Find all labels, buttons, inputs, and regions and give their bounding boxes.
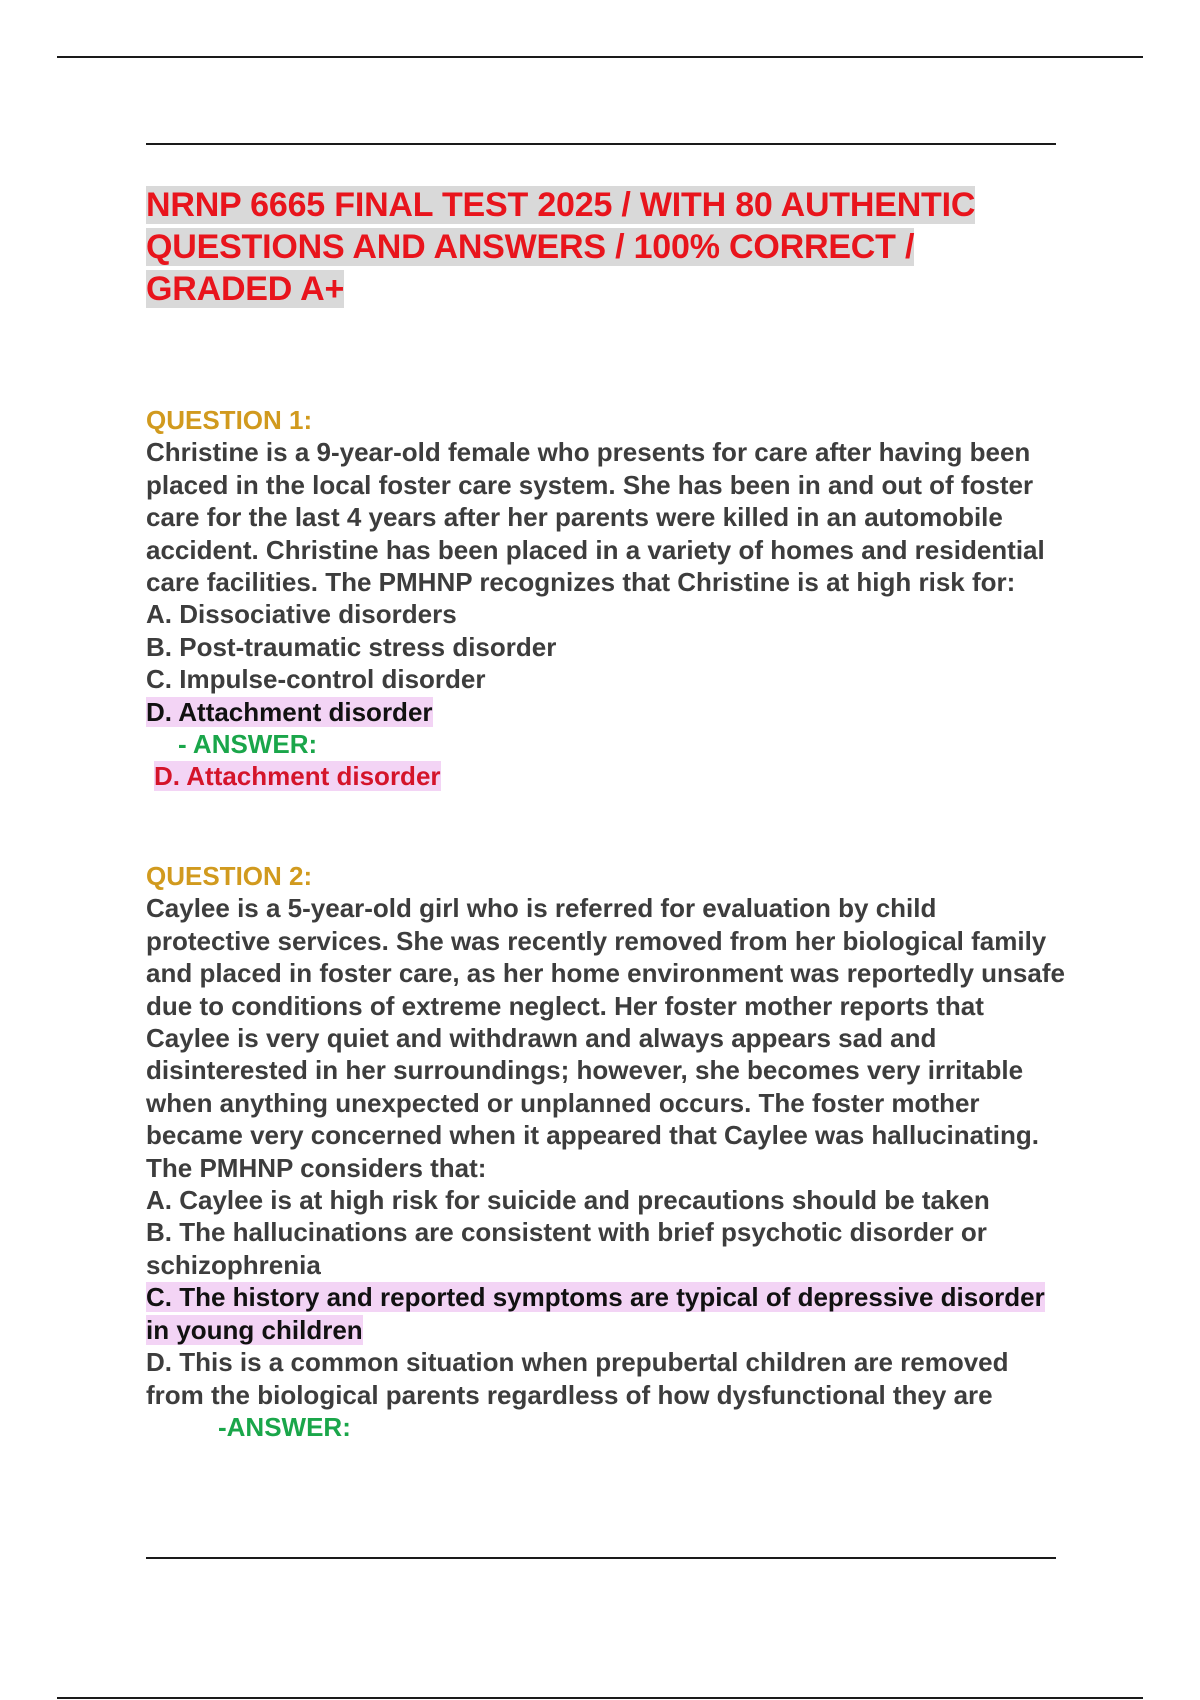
question-block-2 — [146, 860, 1066, 1443]
option-a: A. Caylee is at high risk for suicide and precautions should be taken — [146, 1185, 990, 1216]
page-bottom-rule — [57, 1697, 1143, 1699]
question-label: QUESTION 1: — [146, 405, 313, 435]
title-line-3: GRADED A+ — [146, 270, 345, 308]
document-title — [146, 184, 1066, 310]
option-d: D. This is a common situation when prepubertal children are removed from the biological parents regardless of how dysfunctional they are — [146, 1347, 1009, 1410]
option-c-correct — [146, 1281, 1066, 1346]
option-b: B. The hallucinations are consistent with brief psychotic disorder or schizophrenia — [146, 1217, 987, 1280]
option-d-correct — [146, 696, 1066, 728]
option-d-text: D. Attachment disorder — [146, 696, 433, 727]
option-b: B. Post-traumatic stress disorder — [146, 631, 557, 662]
answer-value — [146, 760, 1066, 792]
option-c: C. Impulse-control disorder — [146, 664, 486, 695]
answer-value-text: D. Attachment disorder — [154, 761, 441, 792]
title-line-1: NRNP 6665 FINAL TEST 2025 / WITH 80 AUTHENTIC — [146, 186, 976, 224]
page-top-rule — [57, 56, 1143, 58]
answer-label: -ANSWER: — [218, 1411, 351, 1442]
option-c-text: C. The history and reported symptoms are typical of depressive disorder in young children — [146, 1282, 1045, 1345]
content-top-rule — [146, 143, 1056, 145]
question-label: QUESTION 2: — [146, 861, 313, 891]
content-bottom-rule — [146, 1557, 1056, 1559]
question-text: Caylee is a 5-year-old girl who is referred for evaluation by child protective services. She was recently removed from her biological family and placed in foster care, as her home environment was reportedly unsafe due to conditions of extreme neglect. Her foster mother reports that Caylee is very quiet and withdrawn and always appears sad and disinterested in her surroundings; however, she becomes very irritable when anything unexpected or unplanned occurs. The foster mother became very concerned when it appeared that Caylee was hallucinating. The PMHNP considers that: — [146, 893, 1065, 1183]
question-text: Christine is a 9-year-old female who presents for care after having been placed in the local foster care system. She has been in and out of foster care for the last 4 years after her parents were killed in an automobile accident. Christine has been placed in a variety of homes and residential care facilities. The PMHNP recognizes that Christine is at high risk for: — [146, 437, 1045, 598]
title-line-2: QUESTIONS AND ANSWERS / 100% CORRECT / — [146, 228, 915, 266]
answer-label: - ANSWER: — [178, 729, 318, 760]
option-a: A. Dissociative disorders — [146, 599, 457, 630]
question-block-1 — [146, 404, 1066, 793]
